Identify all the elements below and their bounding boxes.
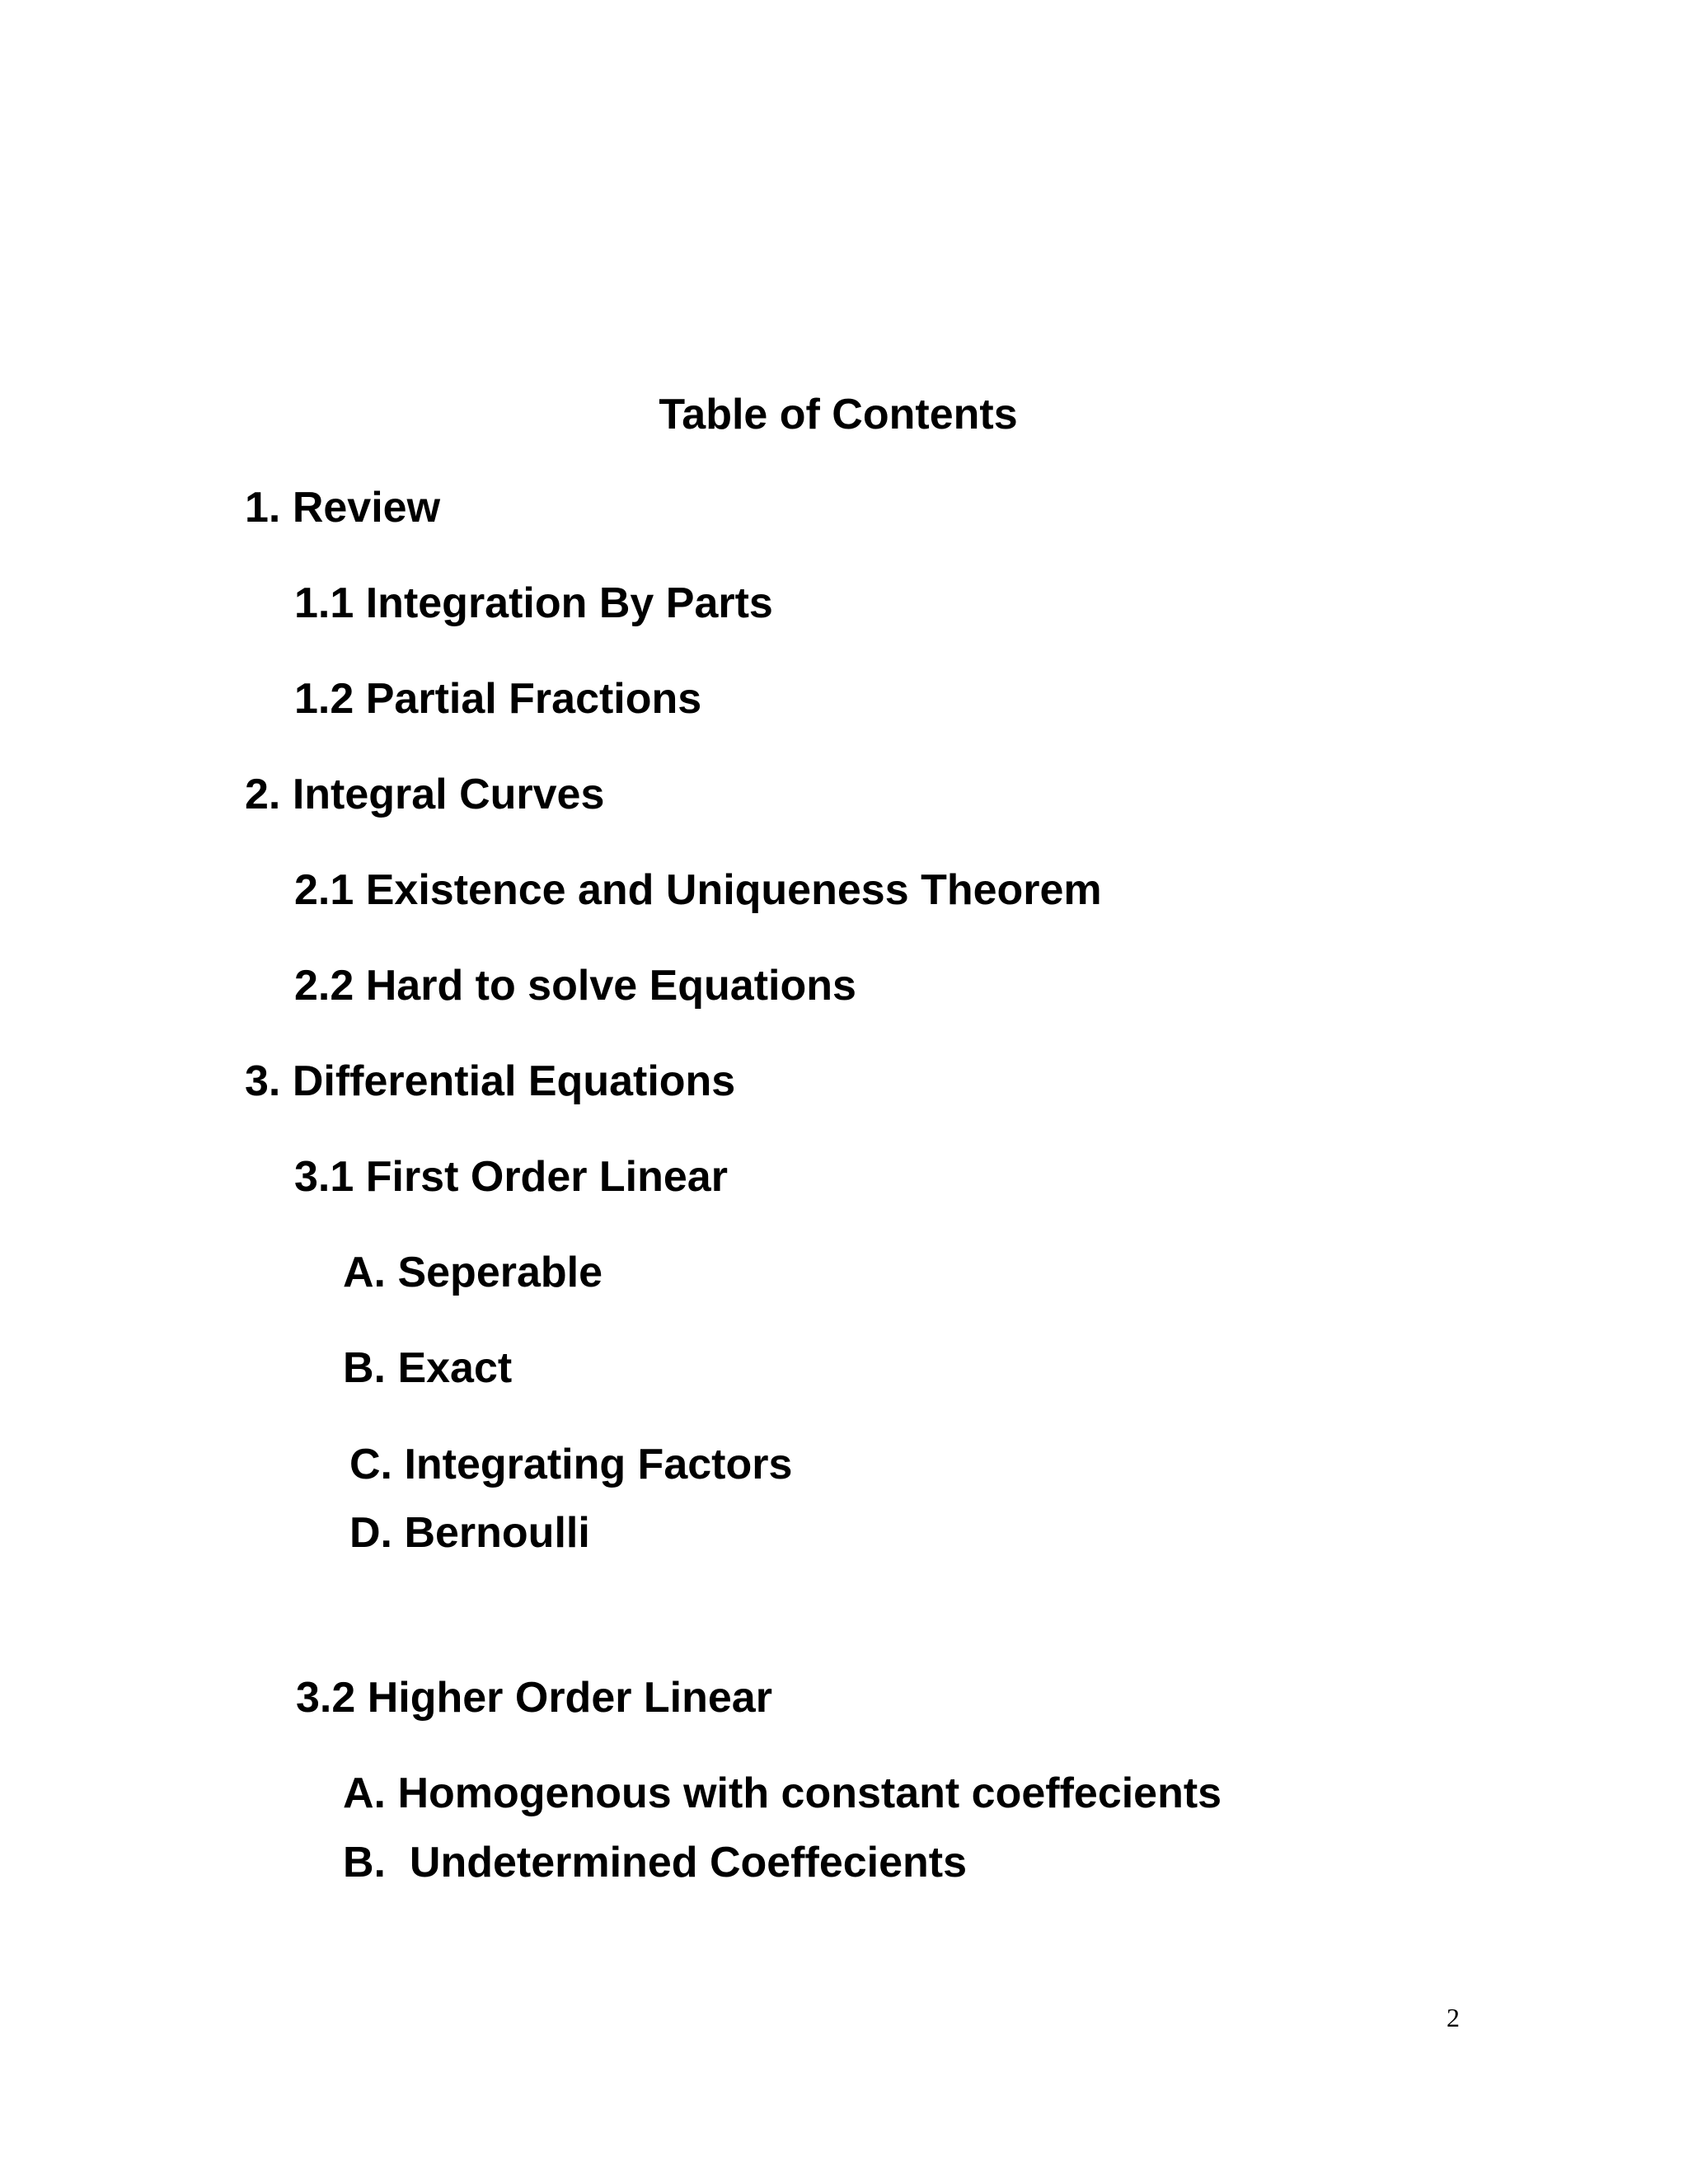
toc-entry-3-2: 3.2 Higher Order Linear xyxy=(296,1674,772,1722)
toc-entry-3-2-b: B. Undetermined Coeffecients xyxy=(343,1839,968,1886)
toc-entry-3-2-a: A. Homogenous with constant coeffecients xyxy=(343,1769,1222,1817)
toc-entry-3: 3. Differential Equations xyxy=(245,1057,736,1105)
toc-entry-3-1-b: B. Exact xyxy=(343,1344,513,1392)
toc-entry-1-1: 1.1 Integration By Parts xyxy=(294,579,773,627)
toc-entry-1-2: 1.2 Partial Fractions xyxy=(294,675,702,723)
toc-entry-3-1: 3.1 First Order Linear xyxy=(294,1153,728,1201)
toc-entry-3-1-d: D. Bernoulli xyxy=(349,1509,590,1557)
toc-entry-1: 1. Review xyxy=(245,484,441,532)
toc-entry-3-1-c: C. Integrating Factors xyxy=(349,1441,793,1488)
toc-entry-2: 2. Integral Curves xyxy=(245,771,605,818)
toc-entry-3-1-a: A. Seperable xyxy=(343,1249,603,1296)
page-number: 2 xyxy=(1447,2003,1460,2032)
page-title: Table of Contents xyxy=(659,391,1018,438)
toc-entry-2-2: 2.2 Hard to solve Equations xyxy=(294,962,856,1010)
toc-entry-2-1: 2.1 Existence and Uniqueness Theorem xyxy=(294,866,1102,914)
